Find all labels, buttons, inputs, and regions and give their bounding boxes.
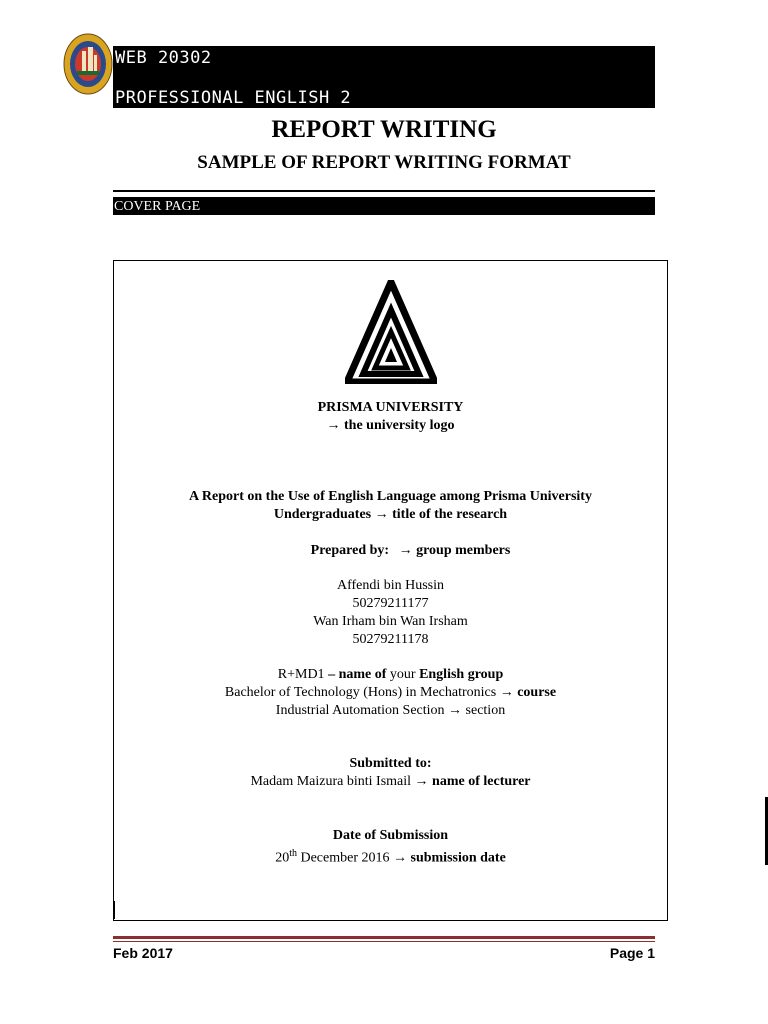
page-title: REPORT WRITING: [271, 116, 497, 143]
date-line: [113, 845, 668, 868]
footer-date: Feb 2017: [113, 945, 173, 961]
prepared-by-note: → group members: [398, 543, 511, 558]
member-id-1: 50279211177: [352, 596, 429, 611]
group-english-group: English group: [419, 667, 504, 682]
page-number: Page 1: [609, 945, 655, 961]
footer-rule: [113, 936, 655, 939]
date-suffix: th: [289, 848, 297, 859]
frame-mark: [113, 901, 115, 919]
prepared-by-label: Prepared by:: [310, 543, 390, 558]
group-your: your: [389, 667, 420, 682]
report-title-line2: Undergraduates → title of the research: [273, 507, 508, 522]
course-code: WEB 20302: [115, 48, 212, 68]
member-id-2: 50279211178: [352, 632, 429, 647]
date-day: 20: [275, 850, 290, 866]
course-text: Bachelor of Technology (Hons) in Mechatronics →: [224, 685, 518, 700]
section-line: Industrial Automation Section → section: [275, 703, 506, 718]
page-subtitle: SAMPLE OF REPORT WRITING FORMAT: [197, 152, 571, 173]
date-rest: December 2016 →: [296, 850, 411, 866]
section-label: COVER PAGE: [114, 199, 201, 214]
member-name-2: Wan Irham bin Wan Irsham: [313, 614, 468, 629]
lecturer-name: Madam Maizura binti Ismail →: [250, 774, 433, 789]
course-name: PROFESSIONAL ENGLISH 2: [115, 88, 352, 108]
logo-note: → the university logo: [326, 418, 455, 433]
lecturer-line: [113, 773, 668, 791]
prepared-by: [133, 542, 688, 560]
divider: [113, 190, 655, 192]
group-line: [113, 666, 668, 684]
report-title-line1: A Report on the Use of English Language among Prisma University: [189, 489, 592, 504]
university-logo: [63, 33, 113, 95]
group-code: R+MD1: [277, 667, 325, 682]
lecturer-note: name of lecturer: [432, 774, 531, 789]
footer-rule-thin: [113, 941, 655, 942]
prisma-triangle-icon: [345, 280, 437, 384]
university-name: PRISMA UNIVERSITY: [317, 400, 464, 415]
group-dash-name-of: – name of: [324, 667, 390, 682]
member-name-1: Affendi bin Hussin: [336, 578, 445, 593]
course-note: course: [517, 685, 557, 700]
date-note: submission date: [410, 850, 506, 866]
course-line: [113, 684, 668, 702]
submitted-to-label: Submitted to:: [349, 756, 432, 771]
date-label: Date of Submission: [332, 828, 449, 843]
